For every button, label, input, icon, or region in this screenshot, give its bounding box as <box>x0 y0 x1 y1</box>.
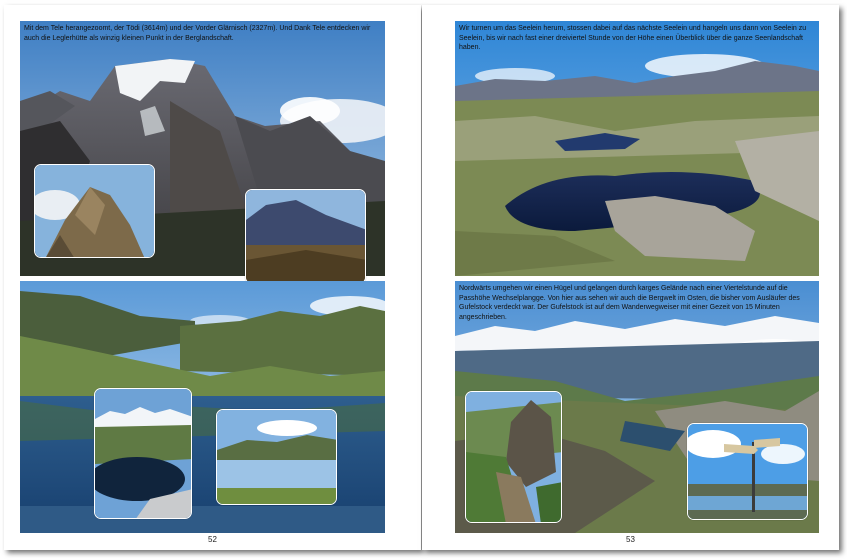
snowy-lake-inset-photo <box>94 388 192 519</box>
right-page <box>422 5 839 550</box>
right-middle-caption: Nordwärts umgehen wir einen Hügel und gelangen durch karges Gelände nach einer Viertelstunde auf die Passhöhe Wechselplangge. Von hier aus sehen wir auch die Bergwelt im Osten, die bisher vom Ausläufer des Gufelstock verdeckt war. Der Gufelstock ist auf dem Wanderwegweiser mit einer Gezeit von 15 Minuten angeschrieben. <box>459 285 800 321</box>
signpost-inset-photo <box>687 423 808 520</box>
left-page-number: 52 <box>208 535 217 544</box>
rock-peak-inset-photo <box>34 164 155 258</box>
rock-spire-inset-photo <box>465 391 562 523</box>
left-page <box>4 5 421 550</box>
seenlandschaft-photo <box>455 21 819 276</box>
blue-mountain-inset-photo <box>245 189 366 284</box>
right-top-caption: Wir turnen um das Seelein herum, stossen dabei auf das nächste Seelein und hangeln uns dann von Seelein zu Seelein, bis wir nach fast einer dreiviertel Stunde von der Höhe einen Überblick über die ganze Seenlandschaft haben. <box>459 25 807 51</box>
reflection-lake-inset-photo <box>216 409 337 505</box>
left-top-caption: Mit dem Tele herangezoomt, der Tödi (3614m) und der Vorder Glärnisch (2327m). Und Dank Tele entdecken wir auch die Leglerhütte als winzig kleinen Punkt in der Berglandschaft. <box>24 25 371 42</box>
right-page-number: 53 <box>626 535 635 544</box>
